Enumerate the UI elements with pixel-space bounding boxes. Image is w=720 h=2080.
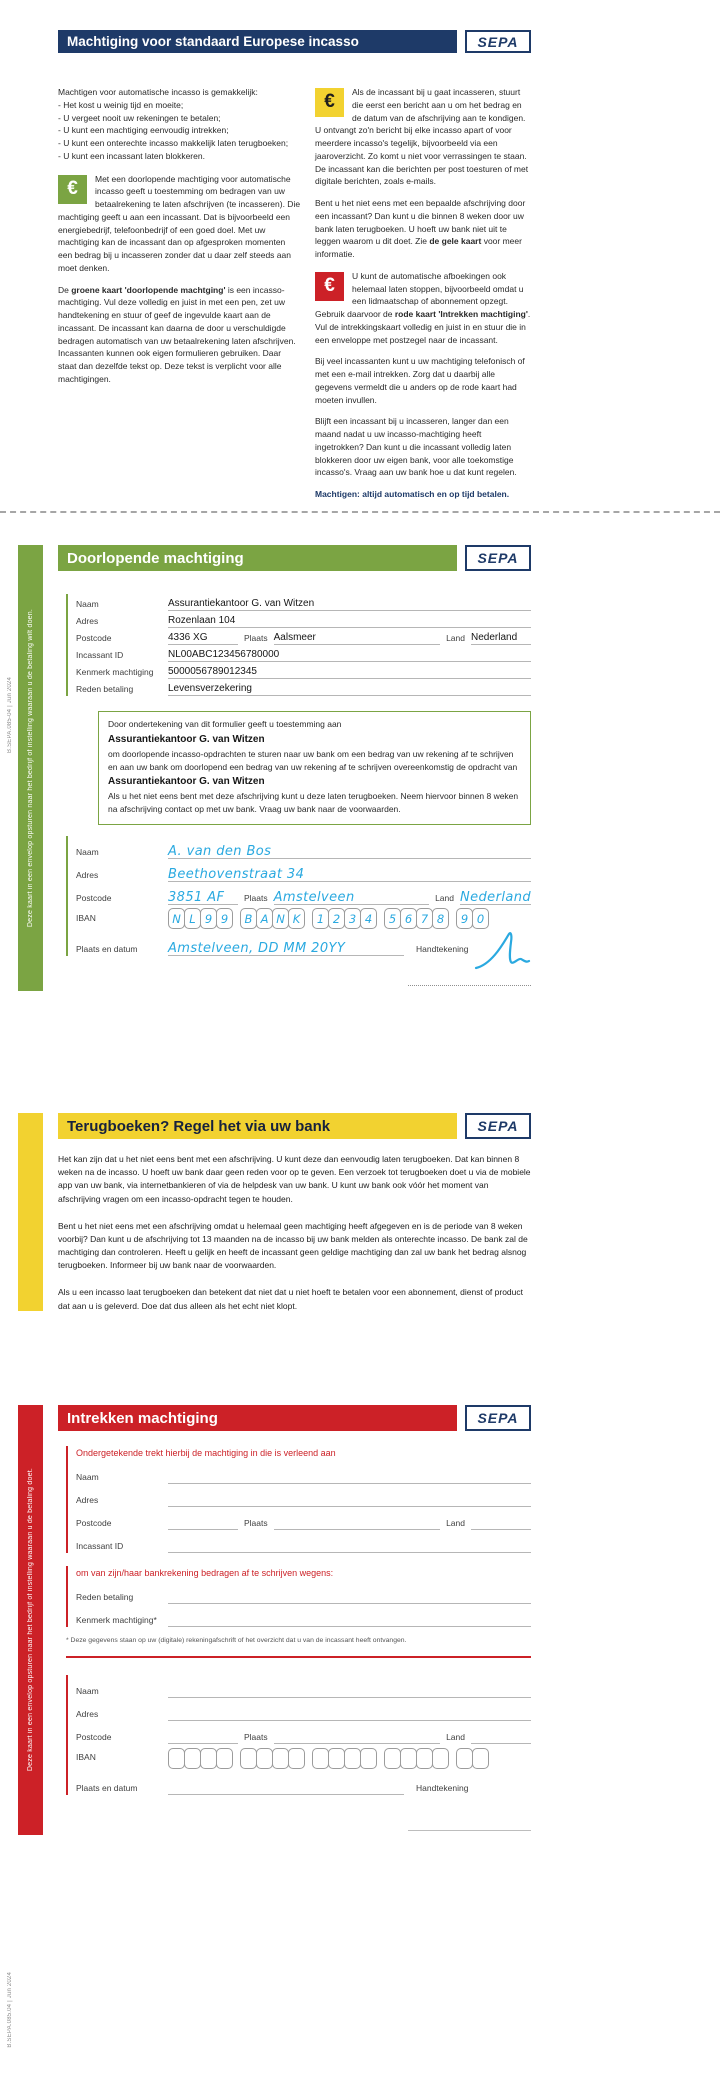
plaats-input-line[interactable] xyxy=(274,1518,440,1530)
red-card-reference: rode kaart 'Intrekken machtiging' xyxy=(394,309,528,319)
green-title: Doorlopende machtiging xyxy=(67,549,244,567)
iban-comb-group: 9 0 xyxy=(456,908,489,929)
field-row-adres xyxy=(76,1698,531,1721)
sepa-logo-text: SEPA xyxy=(477,1410,519,1426)
field-label: Postcode xyxy=(76,1518,112,1528)
yellow-title: Terugboeken? Regel het via uw bank xyxy=(67,1117,331,1135)
red-side-note: Deze kaart in een envelop opsturen naar het bedrijf of instelling waaraan u de betaling doet. xyxy=(27,1468,34,1772)
field-label: IBAN xyxy=(76,1752,96,1762)
paragraph-text: Met een doorlopende machtiging voor automatische incasso geeft u toestemming om bedragen van uw betaalrekening te laten afschrijven (te incasseren). Die machtiging geeft u aan een incassant. Dat is bijvoorbeeld een energiebedrijf, telefoonbedrijf of een goed doel. Met uw machtiging kan de incassant dan op afgesproken momenten een bedrag bij u incasseren zonder dat u daar zelf steeds aan moet denken. xyxy=(58,173,301,273)
debtor-plaats-handwritten: Amstelveen xyxy=(274,891,429,905)
intro-right-column xyxy=(315,86,531,510)
yellow-header-bar xyxy=(58,1113,457,1139)
mandate-legal-box xyxy=(98,711,531,825)
green-header-bar xyxy=(58,545,457,571)
field-label: Incassant ID xyxy=(76,650,124,660)
field-row-postcode xyxy=(76,1721,531,1744)
iban-comb-group-empty[interactable] xyxy=(456,1748,489,1769)
green-side-strip xyxy=(18,545,43,991)
creditor-postcode-value: 4336 XG xyxy=(168,632,238,645)
field-label: Kenmerk machtiging* xyxy=(76,1615,157,1625)
field-row-kenmerk xyxy=(76,662,531,679)
naam-input-line[interactable] xyxy=(168,1472,531,1484)
debtor-naam-handwritten: A. van den Bos xyxy=(168,845,531,859)
field-row-postcode xyxy=(76,1507,531,1530)
field-row-naam xyxy=(76,1461,531,1484)
withdraw-intro-2: om van zijn/haar bankrekening bedragen af te schrijven wegens: xyxy=(76,1568,334,1578)
intro-paragraph-red xyxy=(315,270,531,347)
field-label: Adres xyxy=(76,1709,99,1719)
signature-stroke xyxy=(473,928,531,976)
green-card-reference: groene kaart 'doorlopende machtging' xyxy=(71,284,226,295)
field-label: Land xyxy=(446,633,465,643)
signature xyxy=(473,928,531,976)
withdraw-footnote: * Deze gegevens staan op uw (digitale) rekeningafschrift of het overzicht dat u van de incassant heeft ontvangen. xyxy=(66,1637,407,1644)
plaats-datum-input-line[interactable] xyxy=(168,1783,404,1795)
section-intro xyxy=(58,30,531,510)
legal-line: om doorlopende incasso-opdrachten te sturen naar uw bank om een bedrag van uw rekening af te schrijven en aan uw bank om doorlopend een bedrag van uw rekening af te schrijven overeenkomstig de opdracht van xyxy=(108,748,518,772)
creditor-incassant-id-value: NL00ABC123456780000 xyxy=(168,649,531,662)
field-label: Kenmerk machtiging xyxy=(76,667,154,677)
paragraph-text: is een incasso-machtiging. Vul deze volledig en juist in met een pen, zet uw handtekening en stuur of geef de ingevulde kaart aan de incassant. De incassant kan daarna de door u verschuldigde bedragen automatisch van uw betaalrekening laten afschrijven. Incassanten kunnen ook eigen formulieren gebruiken. Daar staat dan dezelfde tekst op. Deze tekst is verplicht voor alle machtigingen. xyxy=(58,284,296,384)
euro-icon-green: € xyxy=(58,175,87,204)
handtekening-label: Handtekening xyxy=(416,943,469,954)
creditor-naam-value: Assurantiekantoor G. van Witzen xyxy=(168,598,531,611)
field-label: Naam xyxy=(76,846,99,857)
incassant-id-input-line[interactable] xyxy=(168,1541,531,1553)
field-row-naam xyxy=(76,1675,531,1698)
field-label: Postcode xyxy=(76,1732,112,1742)
paragraph-text: Als de incassant bij u gaat incasseren, stuurt die eerst een bericht aan u om het bedrag en de datum van de afschrijving aan te kondigen. U ontvangt zo'n bericht bij elke incasso apart of voor meerdere incasso's tegelijk, bijvoorbeeld via een jaaroverzicht. Zo komt u niet voor verrassingen te staan. De incassant kan die berichten per post toesturen of met digitale berichten, zoals e-mails. xyxy=(315,87,529,187)
intro-paragraph-green xyxy=(58,173,301,275)
intro-columns xyxy=(58,86,531,510)
field-label: Plaats en datum xyxy=(76,943,138,954)
field-label: Naam xyxy=(76,1472,99,1482)
bullet-item: - Het kost u weinig tijd en moeite; xyxy=(58,99,184,110)
bullet-item: - U kunt een machtiging eenvoudig intrekken; xyxy=(58,125,229,136)
yellow-paragraph-1: Het kan zijn dat u het niet eens bent met een afschrijving. U kunt deze dan eenvoudig laten terugboeken. Dat kan binnen 8 weken na de incasso. U hoeft uw bank daar geen reden voor op te geven. Een verzoek tot terugboeken doet u via de mobiele app van uw bank, via internetbankieren of via de helpdesk van uw bank. U kunt uw bank ook vóór het moment van afschrijving vragen om een incasso-opdracht tegen te houden. xyxy=(58,1154,531,1204)
field-row-plaats-datum xyxy=(76,933,531,956)
iban-comb-group: 5 6 7 8 xyxy=(384,908,449,929)
red-side-strip xyxy=(18,1405,43,1835)
creditor-plaats-value: Aalsmeer xyxy=(274,632,440,645)
land-input-line[interactable] xyxy=(471,1518,531,1530)
field-row-kenmerk xyxy=(76,1604,531,1627)
field-label: Naam xyxy=(76,1686,99,1696)
sepa-logo xyxy=(465,30,531,53)
euro-icon-red: € xyxy=(315,272,344,301)
field-row-reden xyxy=(76,679,531,696)
creditor-adres-value: Rozenlaan 104 xyxy=(168,615,531,628)
field-row-naam xyxy=(76,594,531,611)
creditor-kenmerk-value: 5000056789012345 xyxy=(168,666,531,679)
intro-paragraph-greencard xyxy=(58,284,301,386)
naam-input-line[interactable] xyxy=(168,1686,531,1698)
adres-input-line[interactable] xyxy=(168,1495,531,1507)
signature-line[interactable] xyxy=(408,1830,531,1831)
doc-code-green: B.SEPA.085-04 | Jun 2024 xyxy=(7,677,13,753)
field-row-postcode xyxy=(76,882,531,905)
field-row-incassant-id xyxy=(76,1530,531,1553)
field-row-plaats-datum xyxy=(76,1772,531,1795)
green-side-note: Deze kaart in een envelop opsturen naar het bedrijf of instelling waaraan u de betaling wilt doen. xyxy=(27,608,34,928)
field-label: Plaats en datum xyxy=(76,1783,138,1793)
field-label: Adres xyxy=(76,616,99,626)
bullet-item: - U vergeet nooit uw rekeningen te betalen; xyxy=(58,112,221,123)
sepa-logo xyxy=(465,1405,531,1431)
intro-paragraph-block: Blijft een incassant bij u incasseren, langer dan een maand nadat u uw incasso-machtiging heeft ingetrokken? Dan kunt u die incassant volledig laten blokkeren door uw eigen bank, voor alle toekomstige incasso's. Vraag aan uw bank hoe u dat kunt regelen. xyxy=(315,416,517,478)
field-row-adres xyxy=(76,611,531,628)
withdraw-creditor-block xyxy=(66,1446,531,1553)
yellow-paragraph-3: Als u een incasso laat terugboeken dan betekent dat niet dat u niet hoeft te betalen voor een abonnement, dienst of product dat aan u is geleverd. Doe dat dus alleen als het echt niet klopt. xyxy=(58,1287,523,1311)
page-title: Machtiging voor standaard Europese incasso xyxy=(67,34,359,49)
handtekening-label: Handtekening xyxy=(416,1783,469,1793)
red-title: Intrekken machtiging xyxy=(67,1409,218,1427)
field-label: Postcode xyxy=(76,633,112,643)
field-label: Plaats xyxy=(244,633,268,643)
intro-paragraph-yellowcard xyxy=(315,197,531,261)
intro-header-bar xyxy=(58,30,457,53)
iban-comb-group: 1 2 3 4 xyxy=(312,908,377,929)
section-doorlopende-machtiging xyxy=(58,545,531,956)
postcode-input-line[interactable] xyxy=(168,1732,238,1744)
withdraw-intro-1: Ondergetekende trekt hierbij de machtiging in die is verleend aan xyxy=(76,1448,336,1458)
field-row-incassant-id xyxy=(76,645,531,662)
yellow-side-strip xyxy=(18,1113,43,1311)
field-label: Incassant ID xyxy=(76,1541,124,1551)
paragraph-text: U kunt de automatische afboekingen ook helemaal laten stoppen, bijvoorbeeld omdat u een lidmaatschap of abonnement opzegt. Gebruik daarvoor de xyxy=(315,270,524,319)
red-header-bar xyxy=(58,1405,457,1431)
field-label: IBAN xyxy=(76,912,96,923)
field-label: Naam xyxy=(76,599,99,609)
doc-code-bottom: B.SEPA.085.04 | Jun 2024 xyxy=(7,1972,13,2048)
debtor-adres-handwritten: Beethovenstraat 34 xyxy=(168,868,531,882)
sepa-logo xyxy=(465,1113,531,1139)
iban-comb-group-empty[interactable] xyxy=(168,1748,233,1769)
field-row-adres xyxy=(76,1484,531,1507)
field-label: Plaats xyxy=(244,1518,268,1528)
legal-company-name: Assurantiekantoor G. van Witzen xyxy=(108,776,265,788)
yellow-card-reference: de gele kaart xyxy=(429,236,482,247)
field-row-reden xyxy=(76,1581,531,1604)
sepa-logo-text: SEPA xyxy=(477,33,519,50)
paragraph-text: Bent u het niet eens met een bepaalde afschrijving door een incassant? Dan kunt u die binnen 8 weken door uw bank laten terugboeken. U hoeft uw bank niet uit te leggen waarom u dit doet. Zie xyxy=(315,198,526,247)
field-label: Postcode xyxy=(76,892,112,903)
field-label: Adres xyxy=(76,869,99,880)
plaats-input-line[interactable] xyxy=(274,1732,440,1744)
field-row-naam xyxy=(76,836,531,859)
bullet-item: - U kunt een onterechte incasso makkelijk laten terugboeken; xyxy=(58,138,289,148)
intro-slogan: Machtigen: altijd automatisch en op tijd betalen. xyxy=(315,489,510,499)
adres-input-line[interactable] xyxy=(168,1709,531,1721)
field-label: Plaats xyxy=(244,892,268,903)
creditor-land-value: Nederland xyxy=(471,632,531,645)
debtor-postcode-handwritten: 3851 AF xyxy=(168,891,238,905)
sepa-logo-text: SEPA xyxy=(477,1118,519,1134)
debtor-block xyxy=(66,836,531,956)
red-divider xyxy=(66,1656,531,1658)
reden-input-line[interactable] xyxy=(168,1592,531,1604)
creditor-reden-value: Levensverzekering xyxy=(168,683,531,696)
iban-comb-group-empty[interactable] xyxy=(240,1748,305,1769)
section-intrekken-machtiging xyxy=(58,1405,531,1795)
section-terugboeken xyxy=(58,1113,531,1313)
land-input-line[interactable] xyxy=(471,1732,531,1744)
field-row-adres xyxy=(76,859,531,882)
withdraw-debtor-block xyxy=(66,1675,531,1795)
sepa-logo-text: SEPA xyxy=(477,550,519,566)
field-label: Reden betaling xyxy=(76,684,134,694)
field-label: Land xyxy=(435,892,454,903)
iban-comb-group: B A N K xyxy=(240,908,305,929)
intro-paragraph-yellow xyxy=(315,86,531,188)
paragraph-text: De xyxy=(58,284,72,295)
intro-left-column xyxy=(58,86,301,510)
field-label: Plaats xyxy=(244,1732,268,1742)
euro-icon-yellow: € xyxy=(315,88,344,117)
paragraph-text: voor meer informatie. xyxy=(315,236,522,259)
debtor-land-handwritten: Nederland xyxy=(460,889,531,905)
debtor-plaats-datum-handwritten: Amstelveen, DD MM 20YY xyxy=(168,942,404,956)
paragraph-text: . Vul de intrekkingskaart volledig en juist in en stuur die in een enveloppe met postzegel naar de incassant. xyxy=(315,309,531,345)
field-row-postcode xyxy=(76,628,531,645)
kenmerk-input-line[interactable] xyxy=(168,1615,531,1627)
intro-paragraph-phone: Bij veel incassanten kunt u uw machtiging telefonisch of met een e-mail intrekken. Zorg dat u daarbij alle gegevens vermeldt die u anders op de rode kaart had moeten invullen. xyxy=(315,356,525,405)
postcode-input-line[interactable] xyxy=(168,1518,238,1530)
iban-comb-group: N L 9 9 xyxy=(168,908,233,929)
legal-company-name: Assurantiekantoor G. van Witzen xyxy=(108,733,265,745)
iban-comb-group-empty[interactable] xyxy=(312,1748,377,1769)
field-label: Land xyxy=(446,1732,465,1742)
bullet-item: - U kunt een incassant laten blokkeren. xyxy=(58,150,205,161)
iban-comb-group-empty[interactable] xyxy=(384,1748,449,1769)
legal-line: Door ondertekening van dit formulier geeft u toestemming aan xyxy=(108,719,342,729)
field-label: Land xyxy=(446,1518,465,1528)
field-row-iban xyxy=(76,905,531,933)
field-label: Reden betaling xyxy=(76,1592,134,1602)
field-label: Adres xyxy=(76,1495,99,1505)
creditor-block xyxy=(66,594,531,696)
yellow-paragraph-2: Bent u het niet eens met een afschrijving omdat u helemaal geen machtiging heeft afgegeven en is de periode van 8 weken voorbij? Dan kunt u de afschrijving tot 13 maanden na de incasso bij uw bank melden als onterechte incasso. De bank zal de machtiging dan controleren. Heeft u gelijk en heeft de incassant geen geldige machtiging dan zal uw bank het bedrag alsnog terugboeken. Informeer bij uw bank naar de voorwaarden. xyxy=(58,1220,528,1271)
perforation-line xyxy=(0,511,720,513)
signature-line xyxy=(408,985,531,986)
sepa-logo xyxy=(465,545,531,571)
legal-line: Als u het niet eens bent met deze afschrijving kunt u deze laten terugboeken. Neem hiervoor binnen 8 weken na afschrijving contact op met uw bank. Vraag uw bank naar de voorwaarden. xyxy=(108,791,519,814)
field-row-iban xyxy=(76,1744,531,1772)
withdraw-reason-block xyxy=(66,1566,531,1627)
intro-lead: Machtigen voor automatische incasso is gemakkelijk: xyxy=(58,87,258,97)
